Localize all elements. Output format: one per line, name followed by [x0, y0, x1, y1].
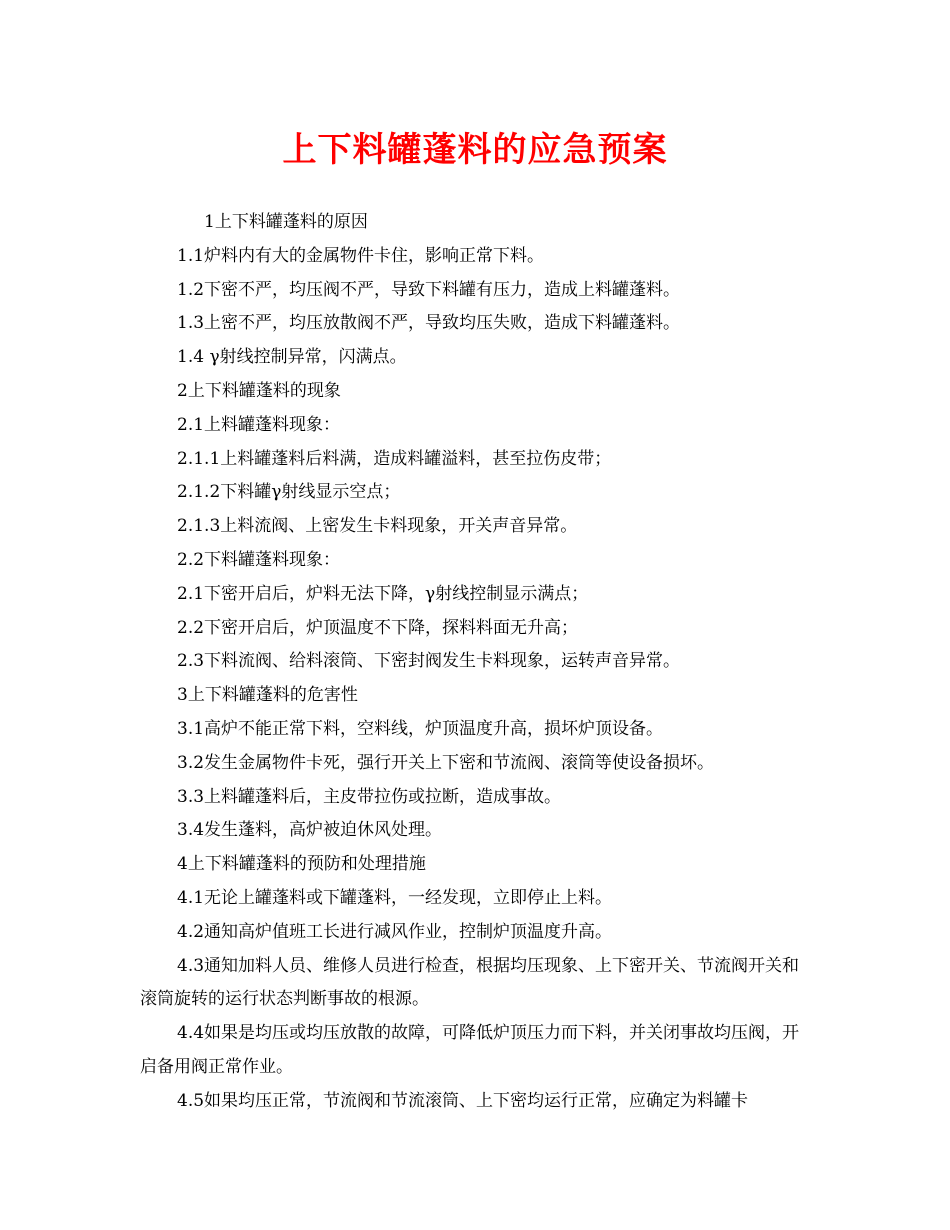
paragraph: 2.1.3上料流阀、上密发生卡料现象，开关声音异常。 — [177, 516, 578, 537]
paragraph: 3.1高炉不能正常下料，空料线，炉顶温度升高，损坏炉顶设备。 — [177, 718, 664, 739]
paragraph: 2.2下密开启后，炉顶温度不下降，探料料面无升高； — [177, 617, 579, 638]
paragraph: 2.1.2下料罐γ射线显示空点； — [177, 482, 401, 503]
paragraph: 3.2发生金属物件卡死，强行开关上下密和节流阀、滚筒等使设备损坏。 — [177, 752, 715, 773]
paragraph: 2.1下密开启后，炉料无法下降，γ射线控制显示满点； — [177, 583, 589, 604]
paragraph: 3.3上料罐蓬料后，主皮带拉伤或拉断，造成事故。 — [177, 786, 562, 807]
paragraph: 1.4 γ射线控制异常，闪满点。 — [177, 347, 407, 368]
paragraph: 4.4如果是均压或均压放散的故障，可降低炉顶压力而下料，并关闭事故均压阀，开启备用阀正常作业。 — [140, 1023, 800, 1077]
paragraph: 4.3通知加料人员、维修人员进行检查，根据均压现象、上下密开关、节流阀开关和滚筒旋转的运行状态判断事故的根源。 — [140, 955, 800, 1010]
paragraph: 4.5如果均压正常，节流阀和节流滚筒、上下密均运行正常，应确定为料罐卡 — [177, 1090, 749, 1111]
section-heading: 3上下料罐蓬料的危害性 — [177, 685, 358, 706]
paragraph: 2.1上料罐蓬料现象： — [177, 414, 341, 435]
document-title: 上下料罐蓬料的应急预案 — [282, 130, 668, 170]
section-heading: 4上下料罐蓬料的预防和处理措施 — [177, 854, 426, 875]
paragraph: 2.1.1上料罐蓬料后料满，造成料罐溢料，甚至拉伤皮带； — [177, 448, 612, 469]
paragraph: 2.3下料流阀、给料滚筒、下密封阀发生卡料现象，运转声音异常。 — [177, 651, 681, 672]
paragraph: 1.3上密不严，均压放散阀不严，导致均压失败，造成下料罐蓬料。 — [177, 313, 681, 334]
paragraph: 4.2通知高炉值班工长进行减风作业，控制炉顶温度升高。 — [177, 921, 613, 942]
paragraph: 3.4发生蓬料，高炉被迫休风处理。 — [177, 820, 443, 841]
section-heading: 2上下料罐蓬料的现象 — [177, 380, 341, 401]
paragraph: 1.1炉料内有大的金属物件卡住，影响正常下料。 — [177, 245, 545, 266]
document-body — [140, 206, 812, 1119]
section-heading: 1上下料罐蓬料的原因 — [204, 212, 368, 232]
paragraph: 2.2下料罐蓬料现象： — [177, 549, 341, 570]
paragraph: 4.1无论上罐蓬料或下罐蓬料，一经发现，立即停止上料。 — [177, 887, 613, 908]
paragraph: 1.2下密不严，均压阀不严，导致下料罐有压力，造成上料罐蓬料。 — [177, 279, 681, 300]
